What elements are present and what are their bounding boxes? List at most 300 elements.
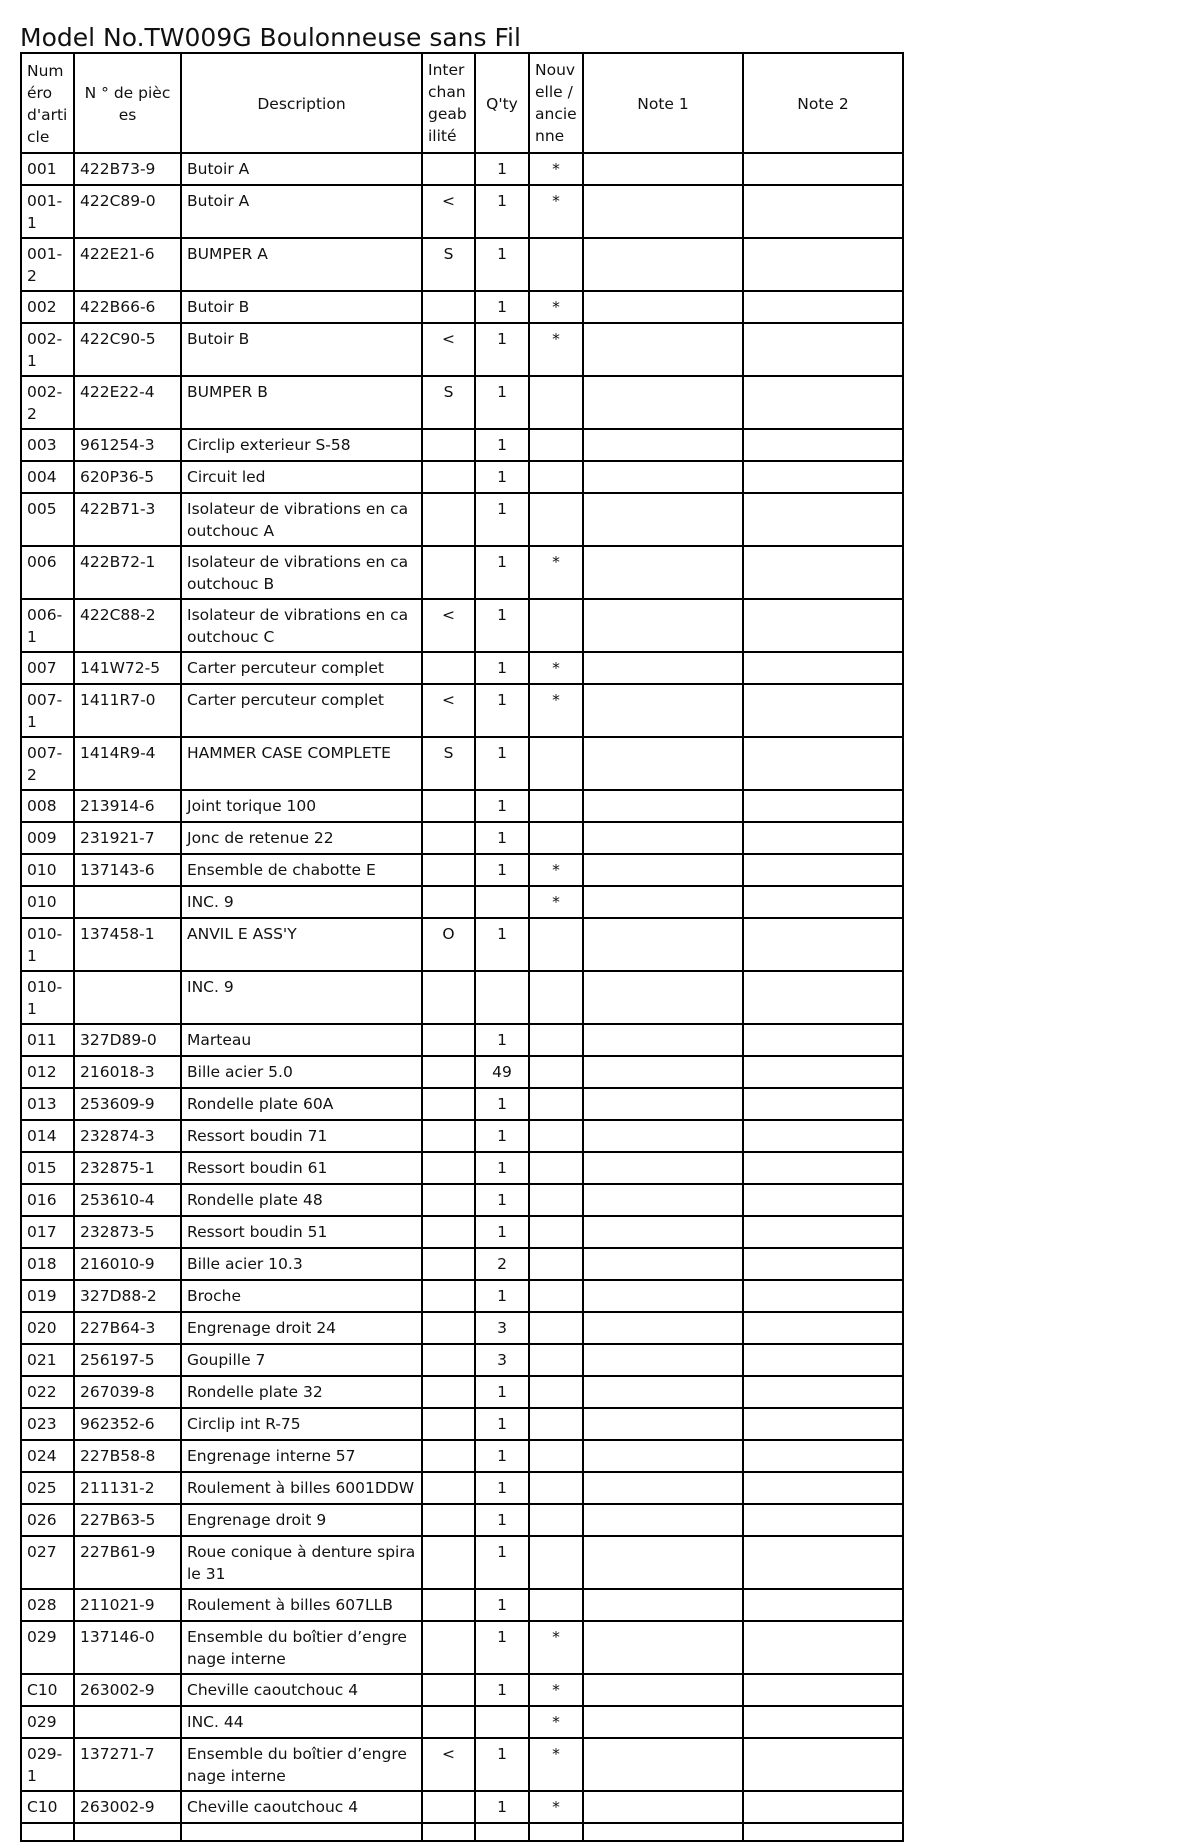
quantity-cell: 1	[475, 1024, 529, 1056]
empty-cell	[743, 1823, 903, 1841]
note-2-cell	[743, 1440, 903, 1472]
quantity-cell: 1	[475, 1589, 529, 1621]
header-new-old: Nouvelle / ancienne	[529, 53, 583, 153]
interchangeability-cell: S	[422, 238, 475, 291]
quantity-cell: 1	[475, 1088, 529, 1120]
part-number-cell: 422B72-1	[74, 546, 181, 599]
new-old-cell: *	[529, 185, 583, 238]
note-1-cell	[583, 1088, 743, 1120]
table-row	[21, 971, 903, 1024]
item-number-cell: 002-1	[21, 323, 74, 376]
new-old-cell	[529, 1589, 583, 1621]
table-row	[21, 599, 903, 652]
quantity-cell	[475, 971, 529, 1024]
item-number-cell: 010-1	[21, 918, 74, 971]
note-2-cell	[743, 1120, 903, 1152]
new-old-cell	[529, 1216, 583, 1248]
header-item-number: Numéro d'article	[21, 53, 74, 153]
part-number-cell: 253610-4	[74, 1184, 181, 1216]
interchangeability-cell: <	[422, 185, 475, 238]
description-cell: Roulement à billes 607LLB	[181, 1589, 422, 1621]
item-number-cell: 004	[21, 461, 74, 493]
note-1-cell	[583, 1248, 743, 1280]
note-1-cell	[583, 1589, 743, 1621]
quantity-cell: 3	[475, 1312, 529, 1344]
interchangeability-cell	[422, 1589, 475, 1621]
description-cell: Goupille 7	[181, 1344, 422, 1376]
header-note-1: Note 1	[583, 53, 743, 153]
note-2-cell	[743, 238, 903, 291]
item-number-cell: 022	[21, 1376, 74, 1408]
part-number-cell: 620P36-5	[74, 461, 181, 493]
part-number-cell	[74, 971, 181, 1024]
note-2-cell	[743, 185, 903, 238]
table-row	[21, 854, 903, 886]
item-number-cell: 014	[21, 1120, 74, 1152]
table-row	[21, 1472, 903, 1504]
note-1-cell	[583, 376, 743, 429]
new-old-cell	[529, 737, 583, 790]
note-1-cell	[583, 1376, 743, 1408]
interchangeability-cell	[422, 822, 475, 854]
new-old-cell: *	[529, 652, 583, 684]
note-1-cell	[583, 886, 743, 918]
table-row	[21, 429, 903, 461]
quantity-cell: 1	[475, 153, 529, 185]
part-number-cell: 327D88-2	[74, 1280, 181, 1312]
new-old-cell	[529, 1344, 583, 1376]
empty-cell	[475, 1823, 529, 1841]
new-old-cell	[529, 822, 583, 854]
table-row	[21, 493, 903, 546]
table-row	[21, 546, 903, 599]
quantity-cell: 1	[475, 737, 529, 790]
new-old-cell: *	[529, 1674, 583, 1706]
note-1-cell	[583, 652, 743, 684]
description-cell: Circlip int R-75	[181, 1408, 422, 1440]
new-old-cell: *	[529, 886, 583, 918]
note-2-cell	[743, 822, 903, 854]
page-title: Model No.TW009G Boulonneuse sans Fil	[20, 23, 521, 52]
note-1-cell	[583, 1024, 743, 1056]
table-row	[21, 1216, 903, 1248]
interchangeability-cell	[422, 854, 475, 886]
item-number-cell: 018	[21, 1248, 74, 1280]
table-row	[21, 291, 903, 323]
quantity-cell: 1	[475, 1376, 529, 1408]
interchangeability-cell	[422, 1024, 475, 1056]
table-row	[21, 1674, 903, 1706]
item-number-cell: 020	[21, 1312, 74, 1344]
interchangeability-cell	[422, 1056, 475, 1088]
table-row	[21, 886, 903, 918]
table-row	[21, 822, 903, 854]
part-number-cell: 137146-0	[74, 1621, 181, 1674]
interchangeability-cell	[422, 1408, 475, 1440]
empty-cell	[583, 1823, 743, 1841]
item-number-cell: 023	[21, 1408, 74, 1440]
part-number-cell: 211021-9	[74, 1589, 181, 1621]
note-1-cell	[583, 323, 743, 376]
note-2-cell	[743, 599, 903, 652]
part-number-cell: 422E21-6	[74, 238, 181, 291]
note-1-cell	[583, 461, 743, 493]
part-number-cell: 422C89-0	[74, 185, 181, 238]
description-cell: Ensemble du boîtier d’engrenage interne	[181, 1738, 422, 1791]
description-cell: Ressort boudin 71	[181, 1120, 422, 1152]
note-2-cell	[743, 153, 903, 185]
part-number-cell: 962352-6	[74, 1408, 181, 1440]
header-quantity: Q'ty	[475, 53, 529, 153]
item-number-cell: 017	[21, 1216, 74, 1248]
new-old-cell: *	[529, 684, 583, 737]
note-1-cell	[583, 1738, 743, 1791]
table-row	[21, 153, 903, 185]
new-old-cell: *	[529, 323, 583, 376]
new-old-cell	[529, 1088, 583, 1120]
interchangeability-cell	[422, 1344, 475, 1376]
table-row	[21, 1504, 903, 1536]
interchangeability-cell	[422, 1440, 475, 1472]
interchangeability-cell	[422, 1216, 475, 1248]
note-1-cell	[583, 790, 743, 822]
item-number-cell: 010	[21, 854, 74, 886]
note-1-cell	[583, 291, 743, 323]
description-cell: ANVIL E ASS'Y	[181, 918, 422, 971]
note-2-cell	[743, 1621, 903, 1674]
interchangeability-cell	[422, 1674, 475, 1706]
item-number-cell: 029-1	[21, 1738, 74, 1791]
table-row	[21, 1738, 903, 1791]
item-number-cell: 007-1	[21, 684, 74, 737]
quantity-cell: 3	[475, 1344, 529, 1376]
item-number-cell: 029	[21, 1706, 74, 1738]
empty-cell	[422, 1823, 475, 1841]
new-old-cell	[529, 1472, 583, 1504]
quantity-cell: 1	[475, 684, 529, 737]
description-cell: Ensemble de chabotte E	[181, 854, 422, 886]
note-2-cell	[743, 918, 903, 971]
note-2-cell	[743, 1504, 903, 1536]
note-2-cell	[743, 493, 903, 546]
table-row	[21, 1536, 903, 1589]
quantity-cell: 1	[475, 376, 529, 429]
note-1-cell	[583, 854, 743, 886]
quantity-cell: 1	[475, 790, 529, 822]
quantity-cell: 1	[475, 1674, 529, 1706]
item-number-cell: 013	[21, 1088, 74, 1120]
quantity-cell: 1	[475, 291, 529, 323]
table-row	[21, 1280, 903, 1312]
description-cell: Bille acier 5.0	[181, 1056, 422, 1088]
interchangeability-cell	[422, 153, 475, 185]
item-number-cell: 025	[21, 1472, 74, 1504]
note-2-cell	[743, 1536, 903, 1589]
quantity-cell: 1	[475, 918, 529, 971]
new-old-cell	[529, 1376, 583, 1408]
empty-cell	[74, 1823, 181, 1841]
quantity-cell: 2	[475, 1248, 529, 1280]
interchangeability-cell: <	[422, 1738, 475, 1791]
note-2-cell	[743, 1589, 903, 1621]
note-1-cell	[583, 1216, 743, 1248]
quantity-cell: 1	[475, 1216, 529, 1248]
item-number-cell: 001-2	[21, 238, 74, 291]
note-1-cell	[583, 918, 743, 971]
item-number-cell: 008	[21, 790, 74, 822]
description-cell: Butoir A	[181, 185, 422, 238]
note-2-cell	[743, 291, 903, 323]
table-row	[21, 1376, 903, 1408]
quantity-cell: 1	[475, 429, 529, 461]
interchangeability-cell: <	[422, 599, 475, 652]
empty-cell	[181, 1823, 422, 1841]
note-1-cell	[583, 429, 743, 461]
quantity-cell: 1	[475, 461, 529, 493]
description-cell: Ensemble du boîtier d’engrenage interne	[181, 1621, 422, 1674]
quantity-cell: 1	[475, 1791, 529, 1823]
item-number-cell: 003	[21, 429, 74, 461]
note-1-cell	[583, 599, 743, 652]
new-old-cell	[529, 238, 583, 291]
interchangeability-cell	[422, 1184, 475, 1216]
description-cell: Rondelle plate 48	[181, 1184, 422, 1216]
note-2-cell	[743, 790, 903, 822]
interchangeability-cell	[422, 1706, 475, 1738]
empty-cell	[529, 1823, 583, 1841]
new-old-cell	[529, 1248, 583, 1280]
table-row	[21, 652, 903, 684]
table-row	[21, 1056, 903, 1088]
quantity-cell: 1	[475, 1280, 529, 1312]
note-1-cell	[583, 737, 743, 790]
new-old-cell	[529, 1440, 583, 1472]
quantity-cell: 1	[475, 238, 529, 291]
note-2-cell	[743, 1408, 903, 1440]
table-row	[21, 1088, 903, 1120]
new-old-cell	[529, 461, 583, 493]
description-cell: Ressort boudin 51	[181, 1216, 422, 1248]
description-cell: Roue conique à denture spirale 31	[181, 1536, 422, 1589]
interchangeability-cell	[422, 546, 475, 599]
item-number-cell: 029	[21, 1621, 74, 1674]
item-number-cell: C10	[21, 1791, 74, 1823]
item-number-cell: 019	[21, 1280, 74, 1312]
quantity-cell	[475, 1706, 529, 1738]
note-1-cell	[583, 1184, 743, 1216]
part-number-cell	[74, 1706, 181, 1738]
description-cell: Isolateur de vibrations en caoutchouc B	[181, 546, 422, 599]
item-number-cell: 007-2	[21, 737, 74, 790]
interchangeability-cell	[422, 1504, 475, 1536]
table-row	[21, 1706, 903, 1738]
new-old-cell	[529, 1056, 583, 1088]
table-row	[21, 1152, 903, 1184]
interchangeability-cell	[422, 652, 475, 684]
new-old-cell	[529, 1536, 583, 1589]
new-old-cell	[529, 918, 583, 971]
interchangeability-cell	[422, 886, 475, 918]
part-number-cell: 231921-7	[74, 822, 181, 854]
interchangeability-cell	[422, 1280, 475, 1312]
new-old-cell	[529, 1024, 583, 1056]
note-2-cell	[743, 684, 903, 737]
description-cell: Ressort boudin 61	[181, 1152, 422, 1184]
new-old-cell	[529, 1120, 583, 1152]
header-interchangeability: Interchangeabilité	[422, 53, 475, 153]
note-1-cell	[583, 1706, 743, 1738]
description-cell: INC. 9	[181, 886, 422, 918]
new-old-cell: *	[529, 153, 583, 185]
note-1-cell	[583, 822, 743, 854]
part-number-cell: 327D89-0	[74, 1024, 181, 1056]
note-2-cell	[743, 546, 903, 599]
item-number-cell: 011	[21, 1024, 74, 1056]
part-number-cell: 137458-1	[74, 918, 181, 971]
part-number-cell: 232874-3	[74, 1120, 181, 1152]
table-row	[21, 376, 903, 429]
quantity-cell: 1	[475, 652, 529, 684]
table-row	[21, 461, 903, 493]
interchangeability-cell	[422, 1376, 475, 1408]
table-row	[21, 1791, 903, 1823]
description-cell: Engrenage interne 57	[181, 1440, 422, 1472]
interchangeability-cell	[422, 1088, 475, 1120]
description-cell: Joint torique 100	[181, 790, 422, 822]
parts-table	[20, 52, 904, 1842]
new-old-cell: *	[529, 291, 583, 323]
new-old-cell	[529, 376, 583, 429]
note-1-cell	[583, 1312, 743, 1344]
part-number-cell: 267039-8	[74, 1376, 181, 1408]
quantity-cell: 1	[475, 822, 529, 854]
new-old-cell: *	[529, 1791, 583, 1823]
quantity-cell: 1	[475, 1440, 529, 1472]
description-cell: Carter percuteur complet	[181, 684, 422, 737]
description-cell: Circuit led	[181, 461, 422, 493]
item-number-cell: 010-1	[21, 971, 74, 1024]
description-cell: Isolateur de vibrations en caoutchouc A	[181, 493, 422, 546]
table-row	[21, 1344, 903, 1376]
note-1-cell	[583, 493, 743, 546]
new-old-cell	[529, 1152, 583, 1184]
part-number-cell: 253609-9	[74, 1088, 181, 1120]
note-2-cell	[743, 1344, 903, 1376]
table-row	[21, 790, 903, 822]
new-old-cell	[529, 790, 583, 822]
table-row	[21, 918, 903, 971]
new-old-cell	[529, 429, 583, 461]
part-number-cell: 232875-1	[74, 1152, 181, 1184]
note-2-cell	[743, 1674, 903, 1706]
new-old-cell	[529, 1184, 583, 1216]
part-number-cell: 213914-6	[74, 790, 181, 822]
item-number-cell: C10	[21, 1674, 74, 1706]
note-2-cell	[743, 429, 903, 461]
description-cell: Isolateur de vibrations en caoutchouc C	[181, 599, 422, 652]
note-1-cell	[583, 185, 743, 238]
description-cell: INC. 44	[181, 1706, 422, 1738]
table-row	[21, 1184, 903, 1216]
note-2-cell	[743, 1791, 903, 1823]
item-number-cell: 021	[21, 1344, 74, 1376]
part-number-cell: 263002-9	[74, 1674, 181, 1706]
table-row	[21, 323, 903, 376]
note-1-cell	[583, 1152, 743, 1184]
quantity-cell: 1	[475, 1536, 529, 1589]
description-cell: Roulement à billes 6001DDW	[181, 1472, 422, 1504]
note-1-cell	[583, 684, 743, 737]
item-number-cell: 028	[21, 1589, 74, 1621]
description-cell: Rondelle plate 60A	[181, 1088, 422, 1120]
new-old-cell: *	[529, 1706, 583, 1738]
table-row	[21, 238, 903, 291]
item-number-cell: 001-1	[21, 185, 74, 238]
note-1-cell	[583, 1344, 743, 1376]
new-old-cell	[529, 1280, 583, 1312]
quantity-cell: 1	[475, 1408, 529, 1440]
table-row	[21, 1248, 903, 1280]
quantity-cell: 1	[475, 185, 529, 238]
note-1-cell	[583, 238, 743, 291]
quantity-cell: 1	[475, 546, 529, 599]
description-cell: Marteau	[181, 1024, 422, 1056]
quantity-cell: 1	[475, 1738, 529, 1791]
note-1-cell	[583, 1674, 743, 1706]
note-2-cell	[743, 376, 903, 429]
note-1-cell	[583, 1504, 743, 1536]
part-number-cell: 137143-6	[74, 854, 181, 886]
new-old-cell	[529, 971, 583, 1024]
item-number-cell: 006	[21, 546, 74, 599]
new-old-cell	[529, 599, 583, 652]
description-cell: Circlip exterieur S-58	[181, 429, 422, 461]
table-row	[21, 185, 903, 238]
item-number-cell: 009	[21, 822, 74, 854]
part-number-cell: 232873-5	[74, 1216, 181, 1248]
part-number-cell: 227B61-9	[74, 1536, 181, 1589]
item-number-cell: 005	[21, 493, 74, 546]
description-cell: Butoir B	[181, 291, 422, 323]
interchangeability-cell	[422, 291, 475, 323]
table-header-row	[21, 53, 903, 153]
note-1-cell	[583, 1791, 743, 1823]
interchangeability-cell	[422, 429, 475, 461]
item-number-cell: 016	[21, 1184, 74, 1216]
description-cell: Butoir B	[181, 323, 422, 376]
note-2-cell	[743, 1184, 903, 1216]
part-number-cell: 216018-3	[74, 1056, 181, 1088]
part-number-cell: 422E22-4	[74, 376, 181, 429]
description-cell: BUMPER B	[181, 376, 422, 429]
table-row	[21, 684, 903, 737]
interchangeability-cell	[422, 971, 475, 1024]
table-row	[21, 1120, 903, 1152]
item-number-cell: 012	[21, 1056, 74, 1088]
table-row	[21, 1408, 903, 1440]
description-cell: Engrenage droit 9	[181, 1504, 422, 1536]
quantity-cell: 1	[475, 1504, 529, 1536]
table-row	[21, 1440, 903, 1472]
note-2-cell	[743, 1738, 903, 1791]
interchangeability-cell	[422, 1536, 475, 1589]
item-number-cell: 026	[21, 1504, 74, 1536]
header-note-2: Note 2	[743, 53, 903, 153]
note-1-cell	[583, 1621, 743, 1674]
part-number-cell: 227B58-8	[74, 1440, 181, 1472]
new-old-cell: *	[529, 854, 583, 886]
description-cell: Cheville caoutchouc 4	[181, 1791, 422, 1823]
